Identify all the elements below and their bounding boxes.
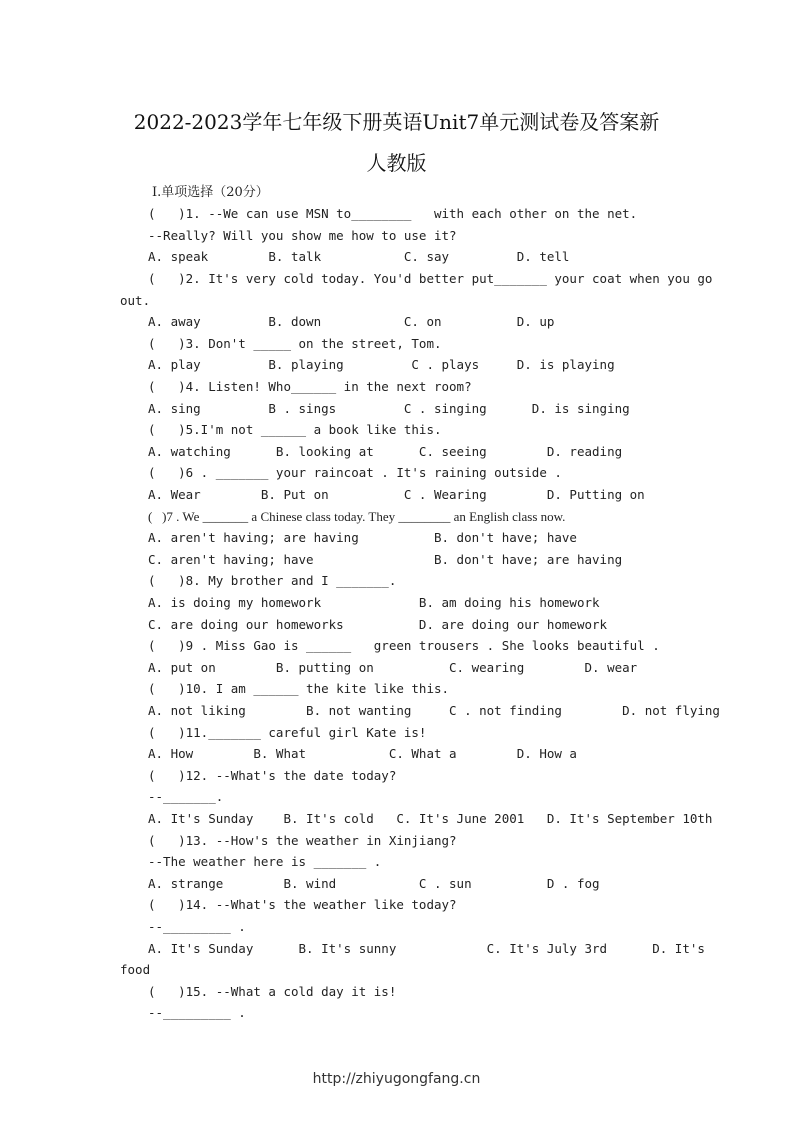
question-line: --The weather here is _______ . [148,854,382,869]
answer-blank-line: --_________ . [148,919,246,934]
question-line: ( )10. I am ______ the kite like this. [148,681,450,696]
question-line: ( )9 . Miss Gao is ______ green trousers . She looks beautiful . [148,638,660,653]
answer-blank-line: --_______. [148,789,224,804]
question-line: --Really? Will you show me how to use it? [148,228,457,243]
answer-blank-line: --_________ . [148,1005,246,1020]
question-line: ( )15. --What a cold day it is! [148,984,397,999]
question-line: ( )3. Don't _____ on the street, Tom. [148,336,442,351]
question-line: ( )7 . We _______ a Chinese class today. They ________ an English class now. [148,509,566,524]
options-line: A. How B. What C. What a D. How a [148,746,577,761]
question-line: ( )14. --What's the weather like today? [148,897,457,912]
options-line: A. Wear B. Put on C . Wearing D. Putting on [148,487,645,502]
options-line: A. sing B . sings C . singing D. is singing [148,401,630,416]
document-title-line-1: 2022-2023学年七年级下册英语Unit7单元测试卷及答案新 [133,110,660,134]
question-line: out. [120,293,151,308]
options-line: C. are doing our homeworks D. are doing our homework [148,617,608,632]
question-line: ( )5.I'm not ______ a book like this. [148,422,442,437]
options-line: A. speak B. talk C. say D. tell [148,249,570,264]
section-heading: I.单项选择（20分） [152,185,269,200]
question-line: ( )2. It's very cold today. You'd better put_______ your coat when you go [148,271,713,286]
options-line: A. watching B. looking at C. seeing D. reading [148,444,623,459]
question-line: ( )13. --How's the weather in Xinjiang? [148,833,457,848]
options-line: A. aren't having; are having B. don't have; have [148,530,577,545]
question-line: ( )1. --We can use MSN to________ with each other on the net. [148,206,638,221]
options-line: A. It's Sunday B. It's cold C. It's June 2001 D. It's September 10th [148,811,713,826]
options-line: A. play B. playing C . plays D. is playing [148,357,615,372]
question-line: ( )12. --What's the date today? [148,768,397,783]
options-line: A. strange B. wind C . sun D . fog [148,876,600,891]
options-line: A. is doing my homework B. am doing his homework [148,595,600,610]
question-line: ( )6 . _______ your raincoat . It's raining outside . [148,465,562,480]
options-line: A. away B. down C. on D. up [148,314,555,329]
options-line: C. aren't having; have B. don't have; are having [148,552,623,567]
footer-url: http://zhiyugongfang.cn [312,1071,481,1087]
options-line: A. It's Sunday B. It's sunny C. It's July 3rd D. It's [148,941,705,956]
options-line: A. not liking B. not wanting C . not finding D. not flying [148,703,720,718]
question-line: ( )4. Listen! Who______ in the next room? [148,379,472,394]
question-line: ( )11._______ careful girl Kate is! [148,725,427,740]
options-line: A. put on B. putting on C. wearing D. wear [148,660,638,675]
document-title-line-2: 人教版 [366,151,427,175]
question-line: ( )8. My brother and I _______. [148,573,397,588]
options-line: food [120,962,151,977]
